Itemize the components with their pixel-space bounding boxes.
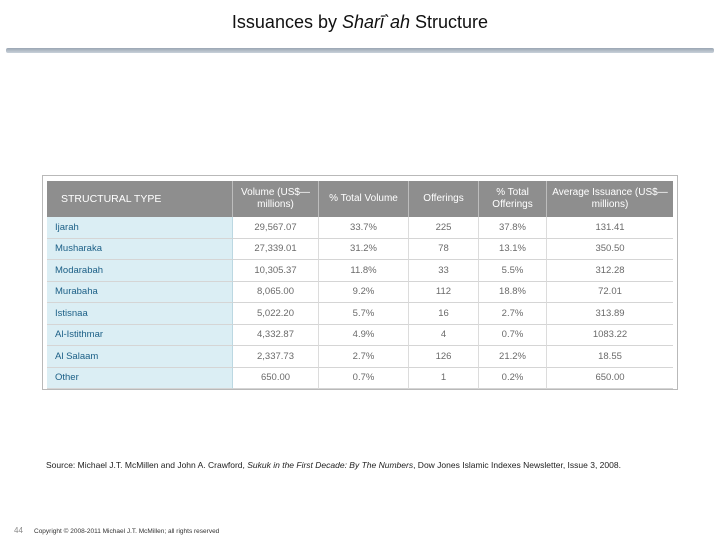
avg-issuance-cell: 350.50 (547, 239, 673, 261)
avg-issuance-cell: 72.01 (547, 282, 673, 304)
table-row (47, 239, 673, 261)
issuance-table (47, 181, 673, 389)
pct-volume-cell: 5.7% (319, 303, 409, 325)
pct-offerings-cell: 0.7% (479, 325, 547, 347)
source-prefix: Source: Michael J.T. McMillen and John A. Crawford, (46, 460, 248, 470)
pct-offerings-cell: 21.2% (479, 346, 547, 368)
pct-volume-cell: 31.2% (319, 239, 409, 261)
avg-issuance-cell: 650.00 (547, 368, 673, 390)
page-title (0, 12, 720, 33)
avg-issuance-cell: 1083.22 (547, 325, 673, 347)
source-citation (46, 460, 706, 470)
structural-type-cell: Ijarah (47, 217, 233, 239)
table-row (47, 368, 673, 390)
avg-issuance-cell: 18.55 (547, 346, 673, 368)
offerings-cell: 4 (409, 325, 479, 347)
header-avg-issuance: Average Issuance (US$—millions) (547, 181, 673, 217)
title-part-1: Issuances by (231, 12, 342, 32)
avg-issuance-cell: 312.28 (547, 260, 673, 282)
offerings-cell: 78 (409, 239, 479, 261)
offerings-cell: 33 (409, 260, 479, 282)
structural-type-cell: Al-Istithmar (47, 325, 233, 347)
header-volume: Volume (US$—millions) (233, 181, 319, 217)
page-number: 44 (14, 526, 23, 535)
offerings-cell: 225 (409, 217, 479, 239)
structural-type-cell: Musharaka (47, 239, 233, 261)
offerings-cell: 112 (409, 282, 479, 304)
volume-cell: 8,065.00 (233, 282, 319, 304)
structural-type-cell: Murabaha (47, 282, 233, 304)
volume-cell: 650.00 (233, 368, 319, 390)
table-row (47, 325, 673, 347)
volume-cell: 5,022.20 (233, 303, 319, 325)
table-row (47, 282, 673, 304)
pct-offerings-cell: 37.8% (479, 217, 547, 239)
structural-type-cell: Istisnaa (47, 303, 233, 325)
offerings-cell: 1 (409, 368, 479, 390)
table-row (47, 260, 673, 282)
pct-volume-cell: 0.7% (319, 368, 409, 390)
avg-issuance-cell: 131.41 (547, 217, 673, 239)
pct-volume-cell: 4.9% (319, 325, 409, 347)
volume-cell: 29,567.07 (233, 217, 319, 239)
volume-cell: 2,337.73 (233, 346, 319, 368)
pct-offerings-cell: 2.7% (479, 303, 547, 325)
pct-offerings-cell: 5.5% (479, 260, 547, 282)
title-divider (6, 48, 714, 53)
table-row (47, 303, 673, 325)
structural-type-cell: Other (47, 368, 233, 390)
source-suffix: , Dow Jones Islamic Indexes Newsletter, Issue 3, 2008. (413, 460, 621, 470)
header-pct-volume: % Total Volume (319, 181, 409, 217)
table-row (47, 217, 673, 239)
pct-volume-cell: 2.7% (319, 346, 409, 368)
header-offerings: Offerings (409, 181, 479, 217)
table-frame (42, 175, 678, 390)
title-italic-sharia: Sharī`ah (341, 12, 411, 32)
pct-offerings-cell: 13.1% (479, 239, 547, 261)
structural-type-cell: Al Salaam (47, 346, 233, 368)
table-header-row (47, 181, 673, 217)
source-title: Sukuk in the First Decade: By The Numbers (247, 460, 414, 470)
volume-cell: 10,305.37 (233, 260, 319, 282)
volume-cell: 27,339.01 (233, 239, 319, 261)
pct-volume-cell: 11.8% (319, 260, 409, 282)
offerings-cell: 126 (409, 346, 479, 368)
copyright-notice: Copyright © 2008-2011 Michael J.T. McMillen; all rights reserved (34, 528, 220, 535)
structural-type-cell: Modarabah (47, 260, 233, 282)
pct-volume-cell: 33.7% (319, 217, 409, 239)
table-row (47, 346, 673, 368)
header-structural-type: STRUCTURAL TYPE (47, 181, 233, 217)
avg-issuance-cell: 313.89 (547, 303, 673, 325)
pct-offerings-cell: 0.2% (479, 368, 547, 390)
offerings-cell: 16 (409, 303, 479, 325)
volume-cell: 4,332.87 (233, 325, 319, 347)
header-pct-offerings: % Total Offerings (479, 181, 547, 217)
pct-offerings-cell: 18.8% (479, 282, 547, 304)
pct-volume-cell: 9.2% (319, 282, 409, 304)
title-part-2: Structure (410, 12, 489, 32)
